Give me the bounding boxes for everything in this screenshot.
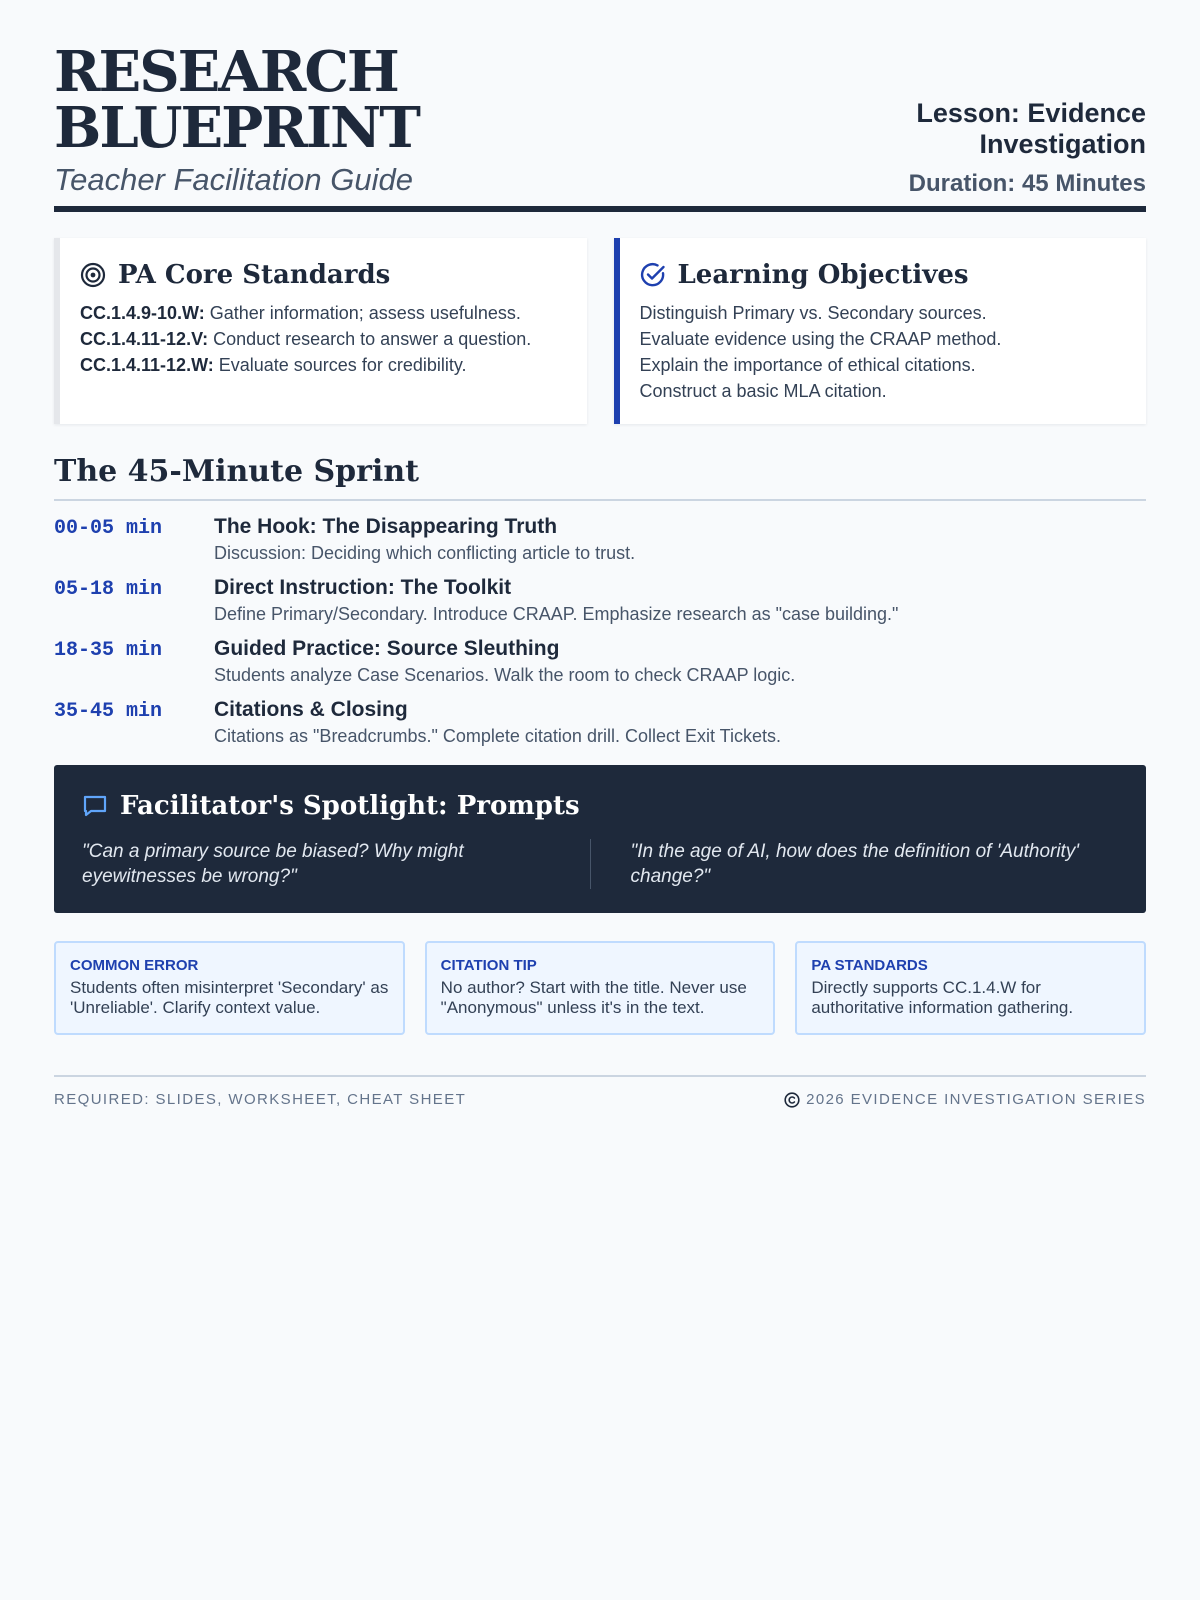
timeline-time: 00-05 min bbox=[54, 517, 163, 540]
timeline-time: 05-18 min bbox=[54, 578, 163, 601]
tip-common-error bbox=[54, 941, 405, 1035]
objectives-title: Learning Objectives bbox=[677, 260, 969, 290]
sprint-heading: The 45-Minute Sprint bbox=[54, 454, 1146, 501]
spotlight-title: Facilitator's Spotlight: Prompts bbox=[120, 791, 580, 821]
lesson-meta bbox=[756, 98, 1146, 198]
document-title: RESEARCH BLUEPRINT bbox=[54, 39, 419, 161]
timeline-body bbox=[214, 637, 1146, 686]
tip-text: No author? Start with the title. Never use "Anonymous" unless it's in the text. bbox=[440, 978, 747, 1017]
prompt-quotes bbox=[82, 839, 1118, 889]
objective-item: Distinguish Primary vs. Secondary sources. bbox=[639, 303, 987, 323]
prompt-quote: "In the age of AI, how does the definition of 'Authority' change?" bbox=[630, 841, 1079, 887]
timeline-row bbox=[54, 515, 1146, 564]
standard-item bbox=[80, 326, 563, 352]
lesson-duration: Duration: 45 Minutes bbox=[908, 170, 1146, 197]
timeline-row bbox=[54, 698, 1146, 747]
chat-bubble-icon bbox=[82, 793, 108, 819]
timeline-description: Students analyze Case Scenarios. Walk the room to check CRAAP logic. bbox=[214, 665, 796, 685]
standard-code: CC.1.4.9-10.W: bbox=[80, 303, 205, 323]
info-cards bbox=[54, 238, 1146, 424]
standards-card-header bbox=[80, 260, 563, 290]
tip-label: PA STANDARDS bbox=[811, 957, 928, 974]
timeline-row bbox=[54, 576, 1146, 625]
tip-boxes bbox=[54, 941, 1146, 1035]
timeline-title: Direct Instruction: The Toolkit bbox=[214, 576, 512, 599]
objective-item: Explain the importance of ethical citations. bbox=[639, 355, 976, 375]
footer-series: 2026 EVIDENCE INVESTIGATION SERIES bbox=[806, 1091, 1146, 1108]
sprint-timeline bbox=[54, 515, 1146, 747]
tip-label: CITATION TIP bbox=[440, 957, 537, 974]
timeline-time: 18-35 min bbox=[54, 639, 163, 662]
footer-copyright bbox=[784, 1091, 1146, 1108]
footer-requirements: REQUIRED: SLIDES, WORKSHEET, CHEAT SHEET bbox=[54, 1091, 467, 1108]
standard-text: Conduct research to answer a question. bbox=[208, 329, 532, 349]
standards-card bbox=[54, 238, 587, 424]
check-circle-icon bbox=[640, 262, 666, 288]
standard-text: Gather information; assess usefulness. bbox=[204, 303, 521, 323]
timeline-body bbox=[214, 515, 1146, 564]
timeline-description: Citations as "Breadcrumbs." Complete citation drill. Collect Exit Tickets. bbox=[214, 726, 781, 746]
tip-citation bbox=[425, 941, 776, 1035]
tip-text: Directly supports CC.1.4.W for authoritative information gathering. bbox=[811, 978, 1074, 1017]
objectives-card bbox=[614, 238, 1147, 424]
timeline-time: 35-45 min bbox=[54, 700, 163, 723]
copyright-icon bbox=[784, 1092, 800, 1108]
footer bbox=[54, 1075, 1146, 1108]
facilitator-spotlight bbox=[54, 765, 1146, 913]
timeline-body bbox=[214, 576, 1146, 625]
standard-code: CC.1.4.11-12.W: bbox=[80, 355, 214, 375]
timeline-row bbox=[54, 637, 1146, 686]
standard-item bbox=[80, 300, 563, 326]
spotlight-header bbox=[82, 791, 1118, 821]
tip-text: Students often misinterpret 'Secondary' as 'Unreliable'. Clarify context value. bbox=[70, 978, 389, 1017]
standard-code: CC.1.4.11-12.V: bbox=[80, 329, 209, 349]
lesson-name: Lesson: Evidence Investigation bbox=[916, 98, 1146, 159]
tip-pa-standards bbox=[795, 941, 1146, 1035]
header bbox=[54, 39, 1146, 212]
objective-item: Evaluate evidence using the CRAAP method. bbox=[639, 329, 1002, 349]
standard-text: Evaluate sources for credibility. bbox=[213, 355, 467, 375]
timeline-description: Discussion: Deciding which conflicting article to trust. bbox=[214, 543, 636, 563]
timeline-body bbox=[214, 698, 1146, 747]
timeline-title: Guided Practice: Source Sleuthing bbox=[214, 637, 560, 660]
target-icon bbox=[80, 262, 106, 288]
timeline-title: The Hook: The Disappearing Truth bbox=[214, 515, 558, 538]
prompt-quote: "Can a primary source be biased? Why might eyewitnesses be wrong?" bbox=[82, 839, 591, 889]
objective-item: Construct a basic MLA citation. bbox=[639, 381, 887, 401]
document-subtitle: Teacher Facilitation Guide bbox=[54, 162, 413, 197]
standards-title: PA Core Standards bbox=[118, 260, 391, 290]
title-block bbox=[54, 39, 756, 198]
objectives-card-header bbox=[640, 260, 1123, 290]
tip-label: COMMON ERROR bbox=[70, 957, 199, 974]
timeline-title: Citations & Closing bbox=[214, 698, 408, 721]
standard-item bbox=[80, 352, 563, 378]
timeline-description: Define Primary/Secondary. Introduce CRAAP. Emphasize research as "case building." bbox=[214, 604, 899, 624]
